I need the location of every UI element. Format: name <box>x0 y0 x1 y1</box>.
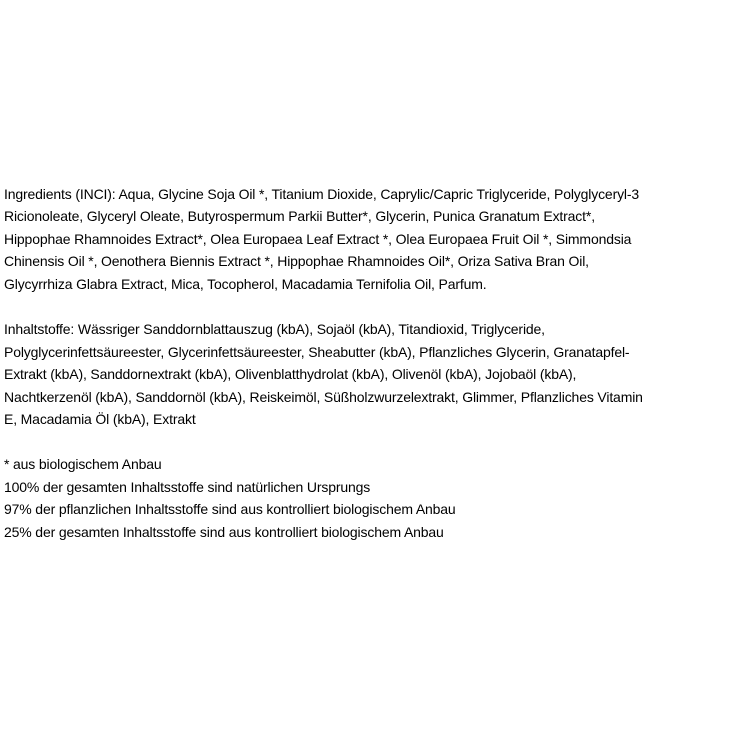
ingredients-inci-line: Glycyrrhiza Glabra Extract, Mica, Tocopherol, Macadamia Ternifolia Oil, Parfum. <box>4 276 487 292</box>
footnote-organic: * aus biologischem Anbau <box>4 456 162 472</box>
note-total-organic: 25% der gesamten Inhaltsstoffe sind aus kontrolliert biologischem Anbau <box>4 524 444 540</box>
inhaltsstoffe-line: E, Macadamia Öl (kbA), Extrakt <box>4 411 196 427</box>
note-natural-origin: 100% der gesamten Inhaltsstoffe sind natürlichen Ursprungs <box>4 479 371 495</box>
inhaltsstoffe-line: Nachtkerzenöl (kbA), Sanddornöl (kbA), Reiskeimöl, Süßholzwurzelextrakt, Glimmer, Pflanzliches Vitamin <box>4 389 643 405</box>
inhaltsstoffe-line: Inhaltstoffe: Wässriger Sanddornblattauszug (kbA), Sojaöl (kbA), Titandioxid, Triglyceride, <box>4 321 545 337</box>
ingredients-inci-line: Ricionoleate, Glyceryl Oleate, Butyrospermum Parkii Butter*, Glycerin, Punica Granatum Extract*, <box>4 208 595 224</box>
ingredients-inci-line: Ingredients (INCI): Aqua, Glycine Soja Oil *, Titanium Dioxide, Caprylic/Capric Triglyceride, Polyglyceryl-3 <box>4 186 640 202</box>
inhaltsstoffe-line: Polyglycerinfettsäureester, Glycerinfettsäureester, Sheabutter (kbA), Pflanzliches Glycerin, Granatapfel- <box>4 344 630 360</box>
inhaltsstoffe-line: Extrakt (kbA), Sanddornextrakt (kbA), Olivenblatthydrolat (kbA), Olivenöl (kbA), Jojobaöl (kbA), <box>4 366 577 382</box>
note-plant-organic: 97% der pflanzlichen Inhaltsstoffe sind aus kontrolliert biologischem Anbau <box>4 501 456 517</box>
ingredients-inci-line: Chinensis Oil *, Oenothera Biennis Extract *, Hippophae Rhamnoides Oil*, Oriza Sativa Bran Oil, <box>4 253 589 269</box>
ingredients-inci-line: Hippophae Rhamnoides Extract*, Olea Europaea Leaf Extract *, Olea Europaea Fruit Oil *, Simmondsia <box>4 231 632 247</box>
